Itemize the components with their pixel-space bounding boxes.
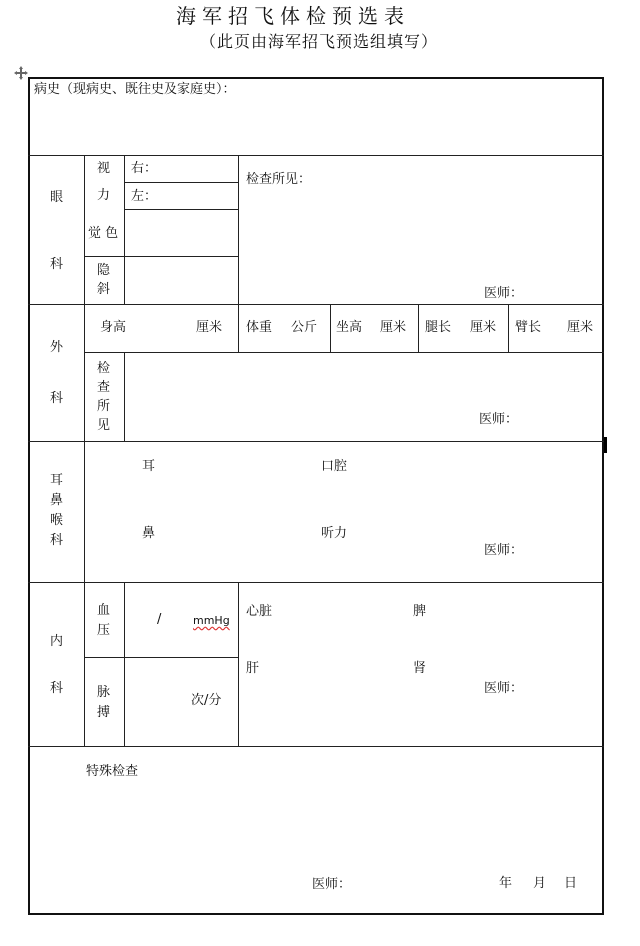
internal-doctor-label: 医师： bbox=[484, 681, 524, 696]
heart-label: 心脏 bbox=[246, 604, 273, 619]
eye-doctor-label: 医师： bbox=[484, 286, 524, 301]
page-subtitle: （此页由海军招飞预选组填写） bbox=[200, 32, 439, 51]
move-handle-icon[interactable] bbox=[14, 66, 28, 80]
special-exam-label: 特殊检查 bbox=[86, 764, 139, 779]
bp-label-2: 压 bbox=[97, 623, 111, 638]
spleen-label: 脾 bbox=[413, 604, 427, 619]
leg-length-unit: 厘米 bbox=[470, 320, 497, 335]
date-day-label: 日 bbox=[564, 876, 578, 891]
weight-label: 体重 bbox=[246, 320, 273, 335]
bp-label-1: 血 bbox=[97, 603, 111, 618]
eye-findings-label: 检查所见： bbox=[246, 172, 312, 187]
ear-label: 耳 bbox=[142, 459, 156, 474]
ent-dept-char-4: 科 bbox=[50, 533, 64, 548]
nose-label: 鼻 bbox=[142, 526, 156, 541]
eye-dept-char-2: 科 bbox=[50, 257, 64, 272]
kidney-label: 肾 bbox=[413, 661, 427, 676]
strabismus-label-2: 斜 bbox=[97, 282, 111, 297]
mouth-label: 口腔 bbox=[321, 459, 348, 474]
surgery-doctor-label: 医师： bbox=[479, 412, 519, 427]
text-cursor bbox=[604, 437, 607, 453]
ent-dept-char-1: 耳 bbox=[50, 473, 64, 488]
height-unit: 厘米 bbox=[196, 320, 223, 335]
history-field[interactable] bbox=[30, 100, 602, 154]
vision-left-label: 左： bbox=[131, 189, 158, 204]
strabismus-label-1: 隐 bbox=[97, 263, 111, 278]
surgery-findings-char-1: 检 bbox=[97, 361, 111, 376]
vision-label-1: 视 bbox=[97, 161, 111, 176]
surgery-findings-char-3: 所 bbox=[97, 399, 111, 414]
weight-unit: 公斤 bbox=[291, 320, 318, 335]
vision-right-label: 右： bbox=[131, 161, 158, 176]
height-label: 身高 bbox=[100, 320, 127, 335]
ent-dept-char-2: 鼻 bbox=[50, 493, 64, 508]
surgery-findings-char-2: 查 bbox=[97, 380, 111, 395]
liver-label: 肝 bbox=[246, 661, 260, 676]
bp-slash: / bbox=[157, 612, 162, 627]
surgery-dept-char-2: 科 bbox=[50, 391, 64, 406]
bp-unit: mmHg bbox=[193, 614, 230, 627]
hearing-label: 听力 bbox=[321, 526, 348, 541]
surgery-dept-char-1: 外 bbox=[50, 340, 64, 355]
pulse-label-2: 搏 bbox=[97, 705, 111, 720]
date-month-label: 月 bbox=[533, 876, 547, 891]
arm-length-unit: 厘米 bbox=[567, 320, 594, 335]
sitting-height-unit: 厘米 bbox=[380, 320, 407, 335]
internal-dept-char-1: 内 bbox=[50, 634, 64, 649]
arm-length-label: 臂长 bbox=[515, 320, 542, 335]
pulse-unit: 次/分 bbox=[191, 693, 222, 708]
pulse-label-1: 脉 bbox=[97, 685, 111, 700]
eye-dept-char-1: 眼 bbox=[50, 190, 64, 205]
history-label: 病史（现病史、既往史及家庭史）： bbox=[34, 82, 236, 97]
color-sense-label: 觉 色 bbox=[88, 226, 119, 241]
exam-form-table bbox=[28, 77, 604, 915]
surgery-findings-char-4: 见 bbox=[97, 418, 111, 433]
page-title: 海军招飞体检预选表 bbox=[176, 4, 410, 28]
ent-doctor-label: 医师： bbox=[484, 543, 524, 558]
vision-label-2: 力 bbox=[97, 188, 111, 203]
special-doctor-label: 医师： bbox=[312, 877, 352, 892]
leg-length-label: 腿长 bbox=[425, 320, 452, 335]
date-year-label: 年 bbox=[499, 876, 513, 891]
internal-dept-char-2: 科 bbox=[50, 681, 64, 696]
ent-dept-char-3: 喉 bbox=[50, 513, 64, 528]
sitting-height-label: 坐高 bbox=[336, 320, 363, 335]
